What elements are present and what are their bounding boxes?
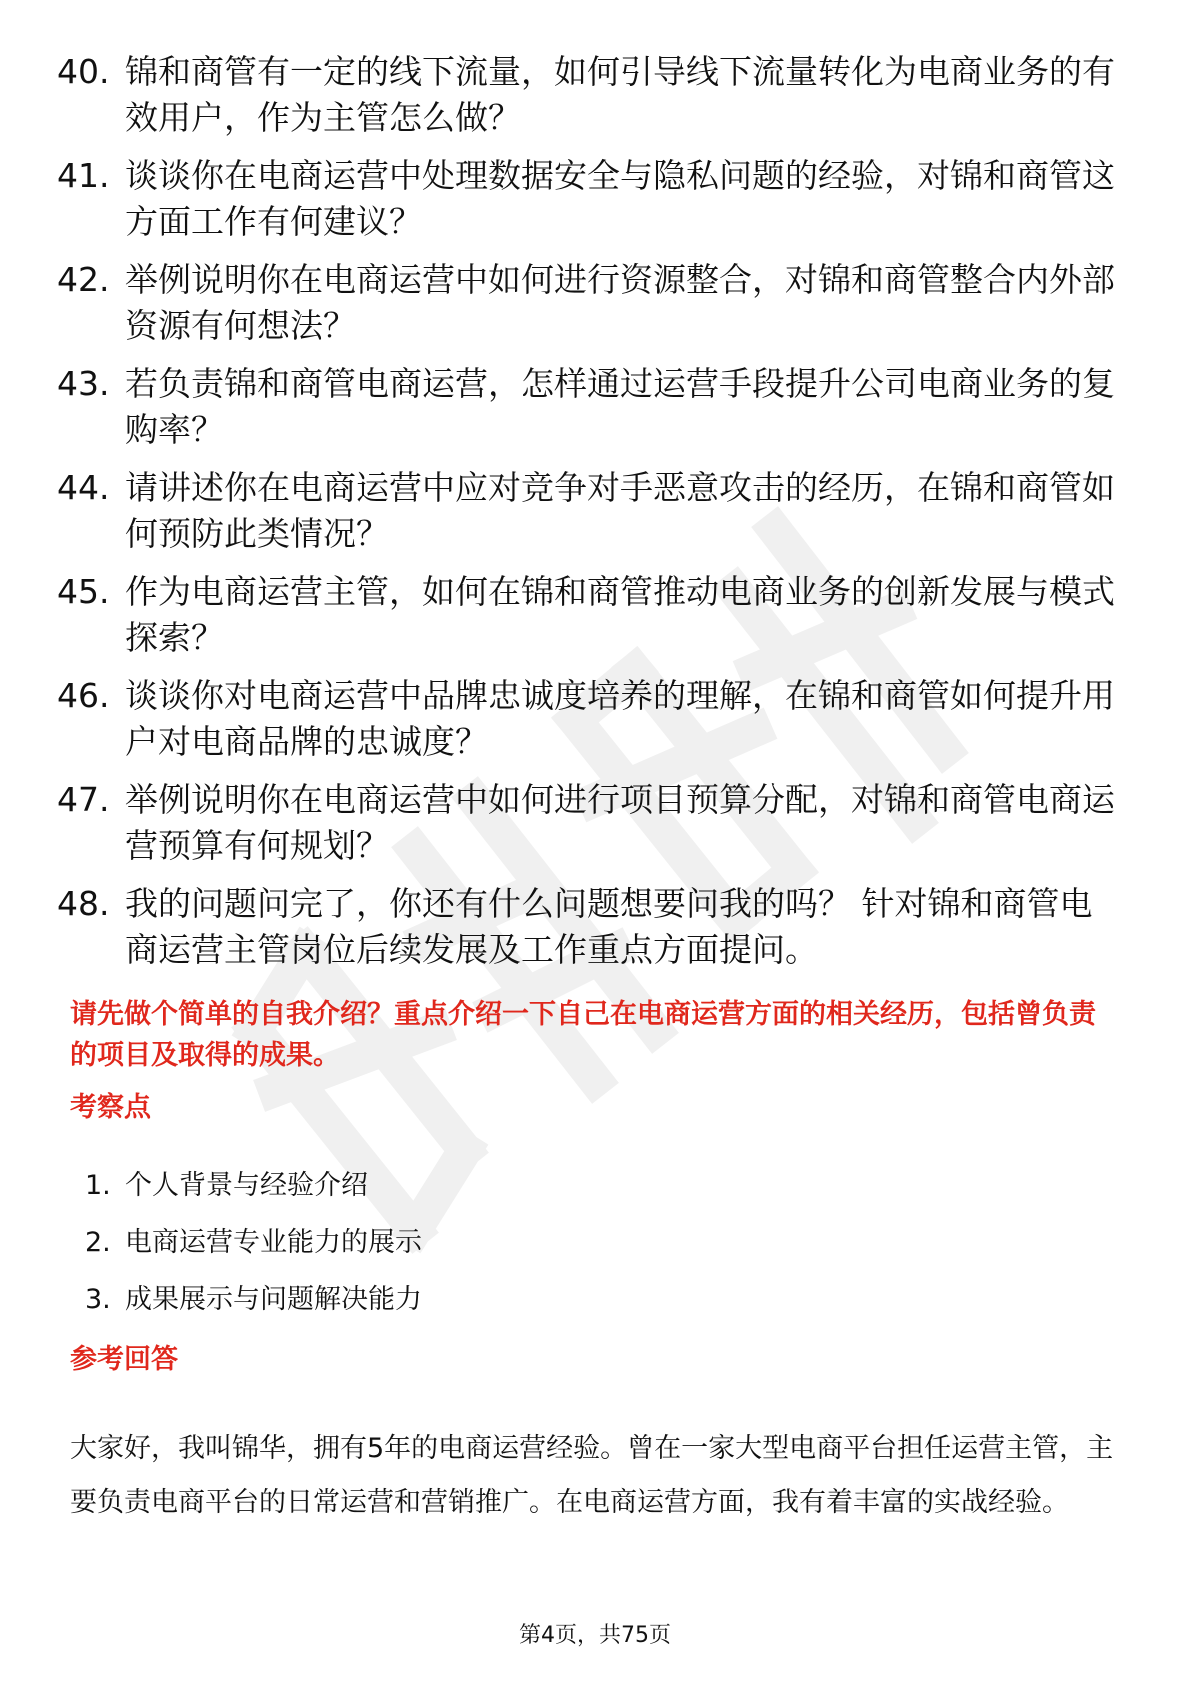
question-number: 41. — [57, 156, 110, 195]
question-text: 锦和商管有一定的线下流量，如何引导线下流量转化为电商业务的有效用户，作为主管怎么做？ — [125, 52, 1115, 137]
question-text: 若负责锦和商管电商运营，怎样通过运营手段提升公司电商业务的复购率？ — [125, 364, 1115, 449]
reference-answer-label: 参考回答 — [70, 1344, 178, 1375]
question-number: 47. — [57, 780, 110, 819]
question-item — [57, 257, 1117, 349]
question-item — [57, 49, 1117, 141]
question-number: 42. — [57, 260, 110, 299]
point-text: 成果展示与问题解决能力 — [125, 1284, 422, 1315]
question-item — [57, 361, 1117, 453]
question-number: 43. — [57, 364, 110, 403]
reference-answer-text: 大家好，我叫锦华，拥有5年的电商运营经验。曾在一家大型电商平台担任运营主管，主要负责电商平台的日常运营和营销推广。在电商运营方面，我有着丰富的实战经验。 — [70, 1433, 1114, 1518]
assessment-point — [85, 1168, 985, 1204]
question-text: 请讲述你在电商运营中应对竞争对手恶意攻击的经历，在锦和商管如何预防此类情况？ — [125, 468, 1115, 553]
assessment-point — [85, 1225, 985, 1261]
assessment-label: 考察点 — [70, 1092, 151, 1123]
question-item — [57, 465, 1117, 557]
point-number: 3. — [85, 1284, 111, 1315]
question-number: 40. — [57, 52, 110, 91]
question-list — [57, 49, 1117, 985]
question-item — [57, 673, 1117, 765]
question-number: 44. — [57, 468, 110, 507]
page-number-footer: 第4页，共75页 — [519, 1623, 671, 1648]
question-item — [57, 777, 1117, 869]
point-text: 电商运营专业能力的展示 — [125, 1227, 422, 1258]
assessment-points-list — [85, 1168, 985, 1339]
question-text: 我的问题问完了，你还有什么问题想要问我的吗？ 针对锦和商管电商运营主管岗位后续发展及工作重点方面提问。 — [125, 884, 1093, 969]
question-number: 46. — [57, 676, 110, 715]
question-text: 作为电商运营主管，如何在锦和商管推动电商业务的创新发展与模式探索？ — [125, 572, 1115, 657]
question-number: 48. — [57, 884, 110, 923]
question-text: 举例说明你在电商运营中如何进行项目预算分配，对锦和商管电商运营预算有何规划？ — [125, 780, 1115, 865]
point-text: 个人背景与经验介绍 — [125, 1170, 368, 1201]
point-number: 2. — [85, 1227, 111, 1258]
question-item — [57, 881, 1117, 973]
question-item — [57, 153, 1117, 245]
assessment-point — [85, 1282, 985, 1318]
intro-question-heading: 请先做个简单的自我介绍？重点介绍一下自己在电商运营方面的相关经历，包括曾负责的项目及取得的成果。 — [70, 999, 1096, 1071]
question-text: 谈谈你在电商运营中处理数据安全与隐私问题的经验，对锦和商管这方面工作有何建议？ — [125, 156, 1115, 241]
question-text: 举例说明你在电商运营中如何进行资源整合，对锦和商管整合内外部资源有何想法？ — [125, 260, 1115, 345]
question-number: 45. — [57, 572, 110, 611]
point-number: 1. — [85, 1170, 111, 1201]
question-text: 谈谈你对电商运营中品牌忠诚度培养的理解，在锦和商管如何提升用户对电商品牌的忠诚度？ — [125, 676, 1115, 761]
question-item — [57, 569, 1117, 661]
